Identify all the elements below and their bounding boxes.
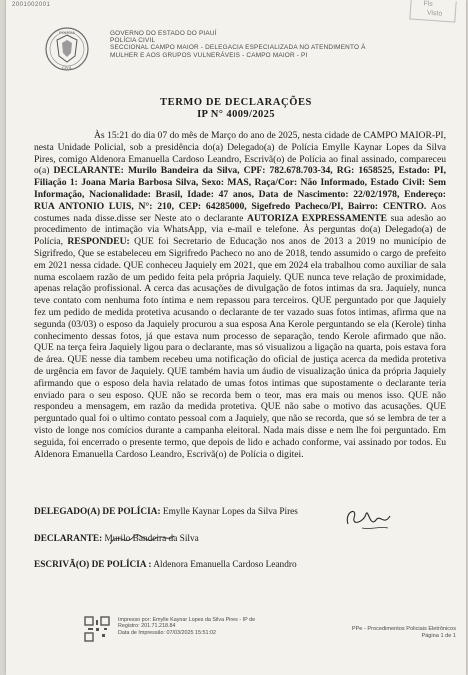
header-line-seccional: SECCIONAL CAMPO MAIOR - DELEGACIA ESPECIALIZADA NO ATENDIMENTO À xyxy=(110,44,366,52)
body-intro: Às 15:21 do dia 07 do mês de Março do ano de 2025, nesta cidade de CAMPO MAIOR-PI, nesta Unidade Policial, sob a presidência do(a) Delegado(a) de Polícia Emylle Kaynar Lopes da Silva Pires, comigo Aldenora Emanuella Cardoso Leandro, Escrivã(o) de Polícia ao final assinado, compareceu o(a) xyxy=(34,130,446,177)
declarante-handwritten-signature-icon xyxy=(106,528,176,550)
escrivao-label: ESCRIVÃ(O) DE POLÍCIA : xyxy=(34,560,152,570)
declarante-identification: DECLARANTE: Murilo Bandeira da Silva, CPF: 782.678.703-34, RG: 1658525, Estado: PI, Filiação 1: Joana Maria Barbosa Silva, Sexo: MAS, Raça/Cor: Não Informado, Estado Civil: Sem Informação, Nacionalidade: Brasil, Idade: 47 anos, Data de Nascimento: 22/02/1978, Endereço: RUA ANTONIO LUIS, N°: 210, CEP: 64285000, Sigefredo Pacheco/PI, Bairro: CENTRO. xyxy=(34,165,446,212)
print-info xyxy=(118,617,255,636)
document-page xyxy=(6,0,466,675)
institution-header xyxy=(34,26,454,72)
declaration-body xyxy=(34,130,446,460)
body-intimacao: sua adesão ao procedimento de intimação via WhatsApp, via e-mail e telefone. Às perguntas do(a) Delegado(a) de Polícia, xyxy=(34,212,446,248)
escrivao-name: Aldenora Emanuella Cardoso Leandro xyxy=(153,560,297,570)
header-line-police: POLÍCIA CIVIL xyxy=(110,37,156,45)
visto-label: Visto xyxy=(426,9,443,18)
system-info xyxy=(336,626,456,639)
system-name: PPe - Procedimentos Policiais Eletrônicos xyxy=(351,626,456,632)
ip-number: IP N° 4009/2025 xyxy=(197,109,275,120)
body-statement: QUE foi Secretario de Educação nos anos de 2013 a 2019 no município de Sigrifredo, Que se estabeleceu em Sigrifredo Pacheco no ano de 2018, tendo assumido o cargo de prefeito em 2021 nessa cidade. QUE conheceu Jaquiely em 2021, que em 2024 ela trabalhou como auxiliar de sala numa escolaem razão de um pedido feita pela própria Jaquiely. QUE nunca teve relação de proximidade, apenas relação profissional. A cerca das acusações de divulgação de fotos intimas da sra. Jaquiely, nunca teve contato com nenhuma foto íntima e nem repassou para terceiros. QUE perguntado por que Jaquiely fez um pedido de medida protetiva acusando o declarante de ter vazado suas fotos intimas, afirma que na segunda (03/03) o esposo da Jaquiely procurou a sua esposa Ana Kerole perguntando se ela (Kerole) tinha conhecimento dessas fotos, já que estava num processo de separação, tendo Kerole afirmado que não. QUE na terça feira Jaquiely ligou para o declarante, mas só visualizou a ligação na quarta, pois estava fora de área. QUE nesse dia tambem recebeu uma notificação do oficial de justiça acerca da medida protetiva de urgência em favor de Jaquiely. QUE também havia um áudio de visualização única da própria Jaquiely afirmando que o esposo dela havia relatado de umas fotos intimas que supostamente o declarante teria enviado para o seu esposo. QUE não se recorda bem o teor, mas era mais ou menos isso. QUE não respondeu a mensagem, em razão da medida protetiva. QUE não sabe o motivo das acusações. QUE perguntado qual foi o ultimo contato pessoal com a Jaquiely, que não se recorda, que só se lembra de ter a visto de longe nos comícios durante a campanha eleitoral. Nada mais disse e nem lhe foi perguntado. Em seguida, foi encerrado o presente termo, que depois de lido e achado conforme, vai assinado por todos. Eu Aldenora Emanuella Cardoso Leandro, Escrivã(o) de Polícia o digitei. xyxy=(34,236,446,460)
qr-code-icon xyxy=(84,616,110,642)
print-registry: Registro: 201.71.218.84 xyxy=(118,623,176,630)
folio-stamp-box xyxy=(409,0,456,23)
declarante-label: DECLARANTE: xyxy=(34,534,103,544)
print-date: Data de Impressão: 07/03/2025 15:51:02 xyxy=(118,629,217,636)
respondeu-label: RESPONDEU: xyxy=(67,236,130,248)
page-number: Página 1 de 1 xyxy=(421,632,456,639)
seal-text-bottom: CIVIL xyxy=(61,65,73,70)
document-title: TERMO DE DECLARAÇÕES xyxy=(159,97,313,108)
declarante-name: Murilo Bandeira da Silva xyxy=(104,534,199,544)
declaration-paragraph xyxy=(34,130,446,460)
header-line-state: GOVERNO DO ESTADO DO PIAUÍ xyxy=(110,30,217,37)
delegado-name: Emylle Kaynar Lopes da Silva Pires xyxy=(162,507,298,517)
print-footer xyxy=(6,615,466,655)
top-stamp: 2001002001 xyxy=(12,2,51,8)
delegado-handwritten-signature-icon xyxy=(340,502,400,534)
seal-text-top: POLÍCIA xyxy=(59,30,75,35)
header-text-block xyxy=(110,30,366,59)
body-costumes: Aos costumes nada disse.disse ser Neste ato o declarante xyxy=(34,200,447,224)
delegado-label: DELEGADO(A) DE POLÍCIA: xyxy=(34,507,161,517)
escrivao-signature-row xyxy=(34,560,297,570)
delegado-signature-row xyxy=(34,507,298,517)
header-line-delegacia: MULHER E AOS GRUPOS VULNERÁVEIS - CAMPO MAIOR - PI xyxy=(110,51,308,59)
printed-by: Impresso por: Emylle Kaynar Lopes da Silva Pires - IP de xyxy=(118,617,256,623)
folio-label: Fls xyxy=(423,0,434,8)
autoriza-text: AUTORIZA EXPRESSAMENTE xyxy=(247,212,387,224)
policia-civil-seal-icon xyxy=(44,26,90,72)
